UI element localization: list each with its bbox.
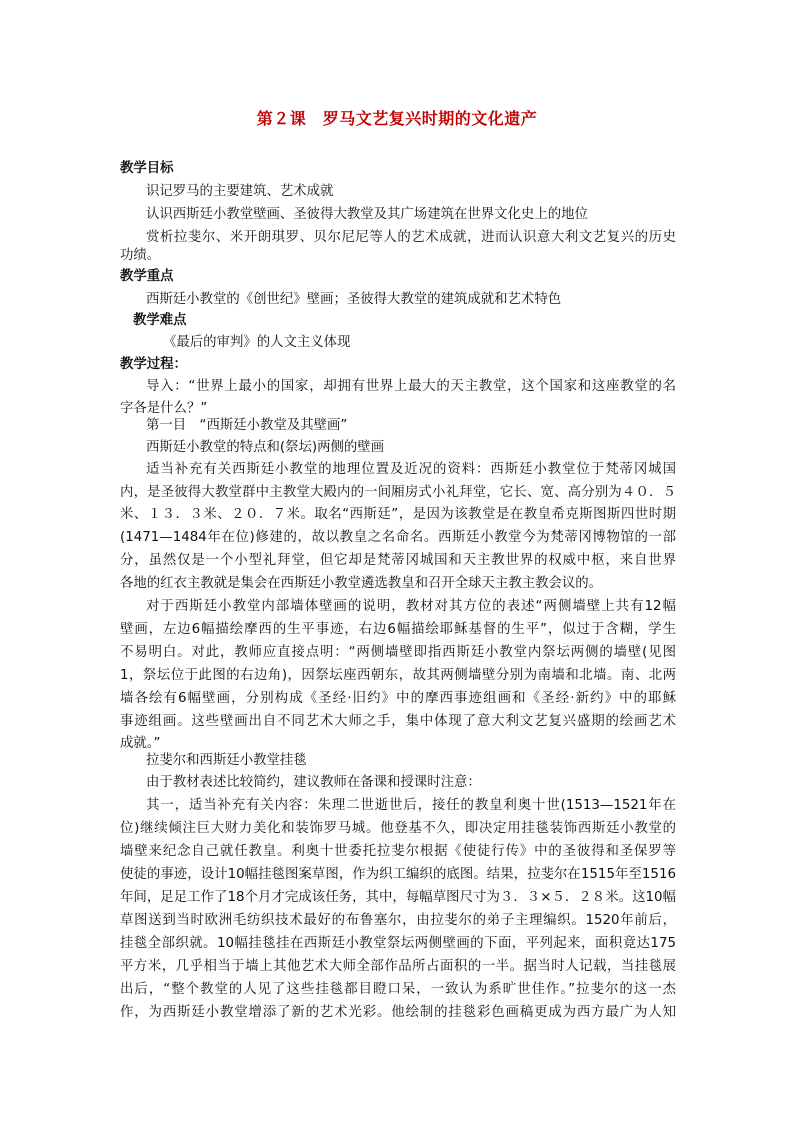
para-4-line-6: 草图送到当时欧洲毛纺织技术最好的布鲁塞尔，由拉斐尔的弟子主理编织。1520年前后， (120, 913, 676, 928)
para-3: 由于教材表述比较简约，建议教师在备课和授课时注意： (146, 775, 481, 790)
para-4-line-5: 年间，足足工作了18个月才完成该任务，其中，每幅草图尺寸为３．３×５．２８米。这10幅 (120, 890, 676, 905)
objective-1: 识记罗马的主要建筑、艺术成就 (146, 184, 334, 199)
key-points-heading: 教学重点 (120, 269, 174, 284)
para-1-line-2: 内，是圣彼得大教堂群中主教堂大殿内的一间厢房式小礼拜堂，它长、宽、高分别为４０．５ (120, 485, 676, 500)
para-4-line-8: 平方米，几乎相当于墙上其他艺术大师全部作品所占面积的一半。据当时人记载，当挂毯展 (120, 959, 676, 974)
objective-3-line-1: 赏析拉斐尔、米开朗琪罗、贝尔尼尼等人的艺术成就，进而认识意大利文艺复兴的历史 (146, 230, 676, 245)
para-1-line-1: 适当补充有关西斯廷小教堂的地理位置及近况的资料：西斯廷小教堂位于梵蒂冈城国 (146, 462, 676, 477)
para-4-line-4: 使徒的事迹，设计10幅挂毯图案草图，作为织工编织的底图。结果，拉斐尔在1515年至1516 (120, 867, 676, 882)
para-2-line-3: 不易明白。对此，教师应直接点明：“两侧墙壁即指西斯廷小教堂内祭坛两侧的墙壁(见图 (120, 645, 676, 660)
para-4-line-1: 其一，适当补充有关内容：朱理二世逝世后，接任的教皇利奥十世(1513—1521年在 (146, 798, 676, 813)
objective-2: 认识西斯廷小教堂壁画、圣彼得大教堂及其广场建筑在世界文化史上的地位 (146, 207, 588, 222)
para-4-line-2: 位)继续倾注巨大财力美化和装饰罗马城。他登基不久，即决定用挂毯装饰西斯廷小教堂的 (120, 821, 676, 836)
para-1-line-6: 各地的红衣主教就是集会在西斯廷小教堂遴选教皇和召开全球天主教主教会议的。 (120, 576, 603, 591)
para-1-line-5: 分，虽然仅是一个小型礼拜堂，但它却是梵蒂冈城国和天主教世界的权威中枢，来自世界 (120, 553, 676, 568)
para-1-line-4: (1471—1484年在位)修建的，故以教皇之名命名。西斯廷小教堂今为梵蒂冈博物馆的一部 (120, 530, 676, 545)
intro-line-2: 字各是什么？” (120, 401, 208, 416)
para-4-line-3: 墙壁来纪念自己就任教皇。利奥十世委托拉斐尔根据《使徒行传》中的圣彼得和圣保罗等 (120, 844, 676, 859)
para-2-line-6: 事迹组画。这些壁画出自不同艺术大师之手，集中体现了意大利文艺复兴盛期的绘画艺术 (120, 714, 676, 729)
process-heading: 教学过程： (120, 357, 187, 372)
intro-line-1: 导入：“世界上最小的国家，却拥有世界上最大的天主教堂，这个国家和这座教堂的名 (146, 379, 676, 394)
para-4-line-7: 挂毯全部织就。10幅挂毯挂在西斯廷小教堂祭坛两侧壁画的下面，平列起来，面积竟达175 (120, 936, 676, 951)
difficulty-heading: 教学难点 (133, 313, 187, 328)
section-1-heading: 第一目 “西斯廷小教堂及其壁画” (146, 418, 348, 433)
page-title: 第２课 罗马文艺复兴时期的文化遗产 (256, 109, 538, 128)
difficulty-text: 《最后的审判》的人文主义体现 (163, 335, 351, 350)
para-4-line-9: 出后，“整个教堂的人见了这些挂毯都目瞪口呆，一致认为系旷世佳作。”拉斐尔的这一杰 (120, 982, 676, 997)
para-2-line-2: 壁画，左边6幅描绘摩西的生平事迹，右边6幅描绘耶稣基督的生平”，似过于含糊，学生 (120, 622, 676, 637)
para-4-line-10: 作，为西斯廷小教堂增添了新的艺术光彩。他绘制的挂毯彩色画稿更成为西方最广为人知 (120, 1005, 676, 1020)
subsection-1-heading: 西斯廷小教堂的特点和(祭坛)两侧的壁画 (146, 440, 385, 455)
key-points-text: 西斯廷小教堂的《创世纪》壁画；圣彼得大教堂的建筑成就和艺术特色 (146, 292, 562, 307)
para-2-line-1: 对于西斯廷小教堂内部墙体壁画的说明，教材对其方位的表述“两侧墙壁上共有12幅 (146, 599, 676, 614)
para-1-line-3: 米、１３．３米、２０．７米。取名“西斯廷”，是因为该教堂是在教皇希克斯图斯四世时期 (120, 507, 676, 522)
para-2-line-5: 墙各绘有6幅壁画，分别构成《圣经·旧约》中的摩西事迹组画和《圣经·新约》中的耶稣 (120, 691, 676, 706)
objectives-heading: 教学目标 (120, 161, 174, 176)
subsection-2-heading: 拉斐尔和西斯廷小教堂挂毯 (146, 753, 307, 768)
para-2-line-4: 1，祭坛位于此图的右边角)，因祭坛座西朝东，故其两侧墙壁分别为南墙和北墙。南、北两 (120, 668, 676, 683)
objective-3-line-2: 功绩。 (120, 248, 161, 263)
para-2-line-7: 成就。” (120, 736, 161, 751)
